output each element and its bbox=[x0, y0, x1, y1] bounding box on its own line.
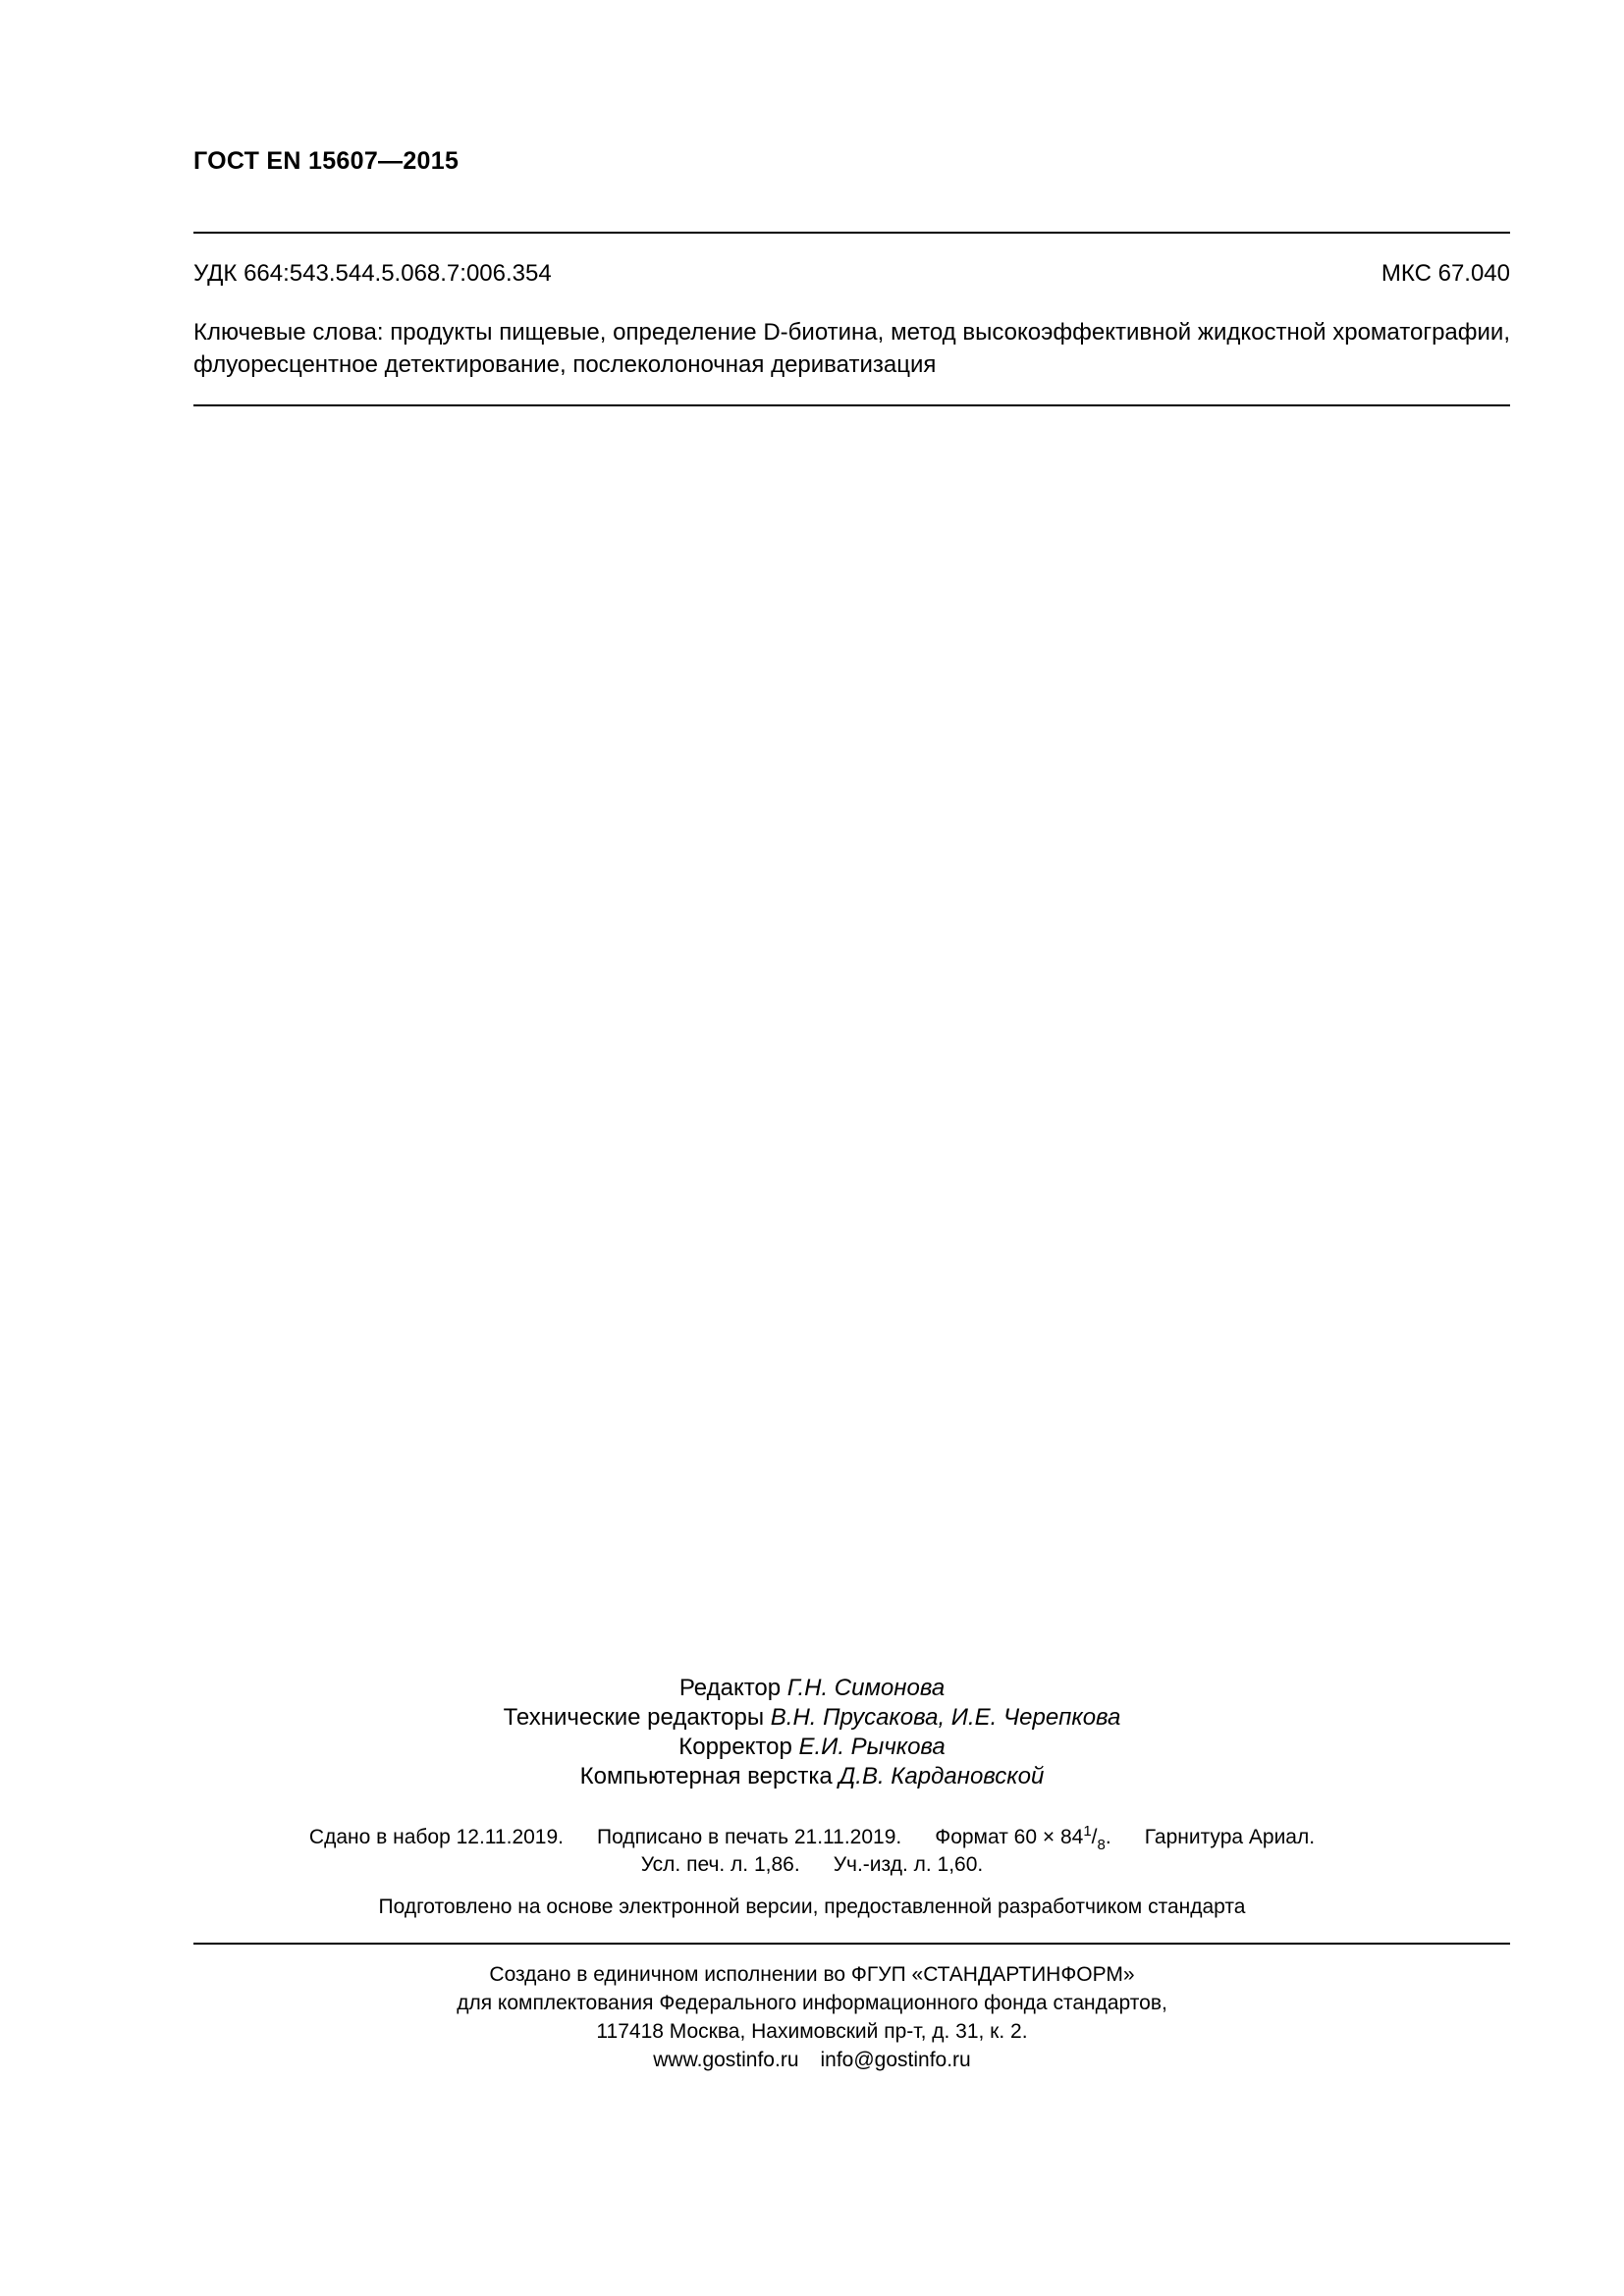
publisher-block bbox=[0, 1960, 1624, 2074]
proofreader-name: Е.И. Рычкова bbox=[798, 1734, 946, 1760]
layout-line bbox=[0, 1762, 1624, 1791]
print-sheets: Усл. печ. л. 1,86. bbox=[640, 1853, 800, 1876]
proofreader-role: Корректор bbox=[678, 1734, 799, 1760]
credits-block bbox=[0, 1674, 1624, 1791]
proofreader-line bbox=[0, 1733, 1624, 1762]
paper-format: Формат $60 \times 84^1/_8$. bbox=[935, 1823, 1111, 1853]
publisher-address: 117418 Москва, Нахимовский пр-т, д. 31, к. 2. bbox=[596, 2020, 1028, 2043]
imprint-line-1 bbox=[0, 1824, 1624, 1851]
imprint-line-2 bbox=[0, 1851, 1624, 1879]
editor-name: Г.Н. Симонова bbox=[786, 1675, 946, 1701]
ics-code: МКС 67.040 bbox=[1380, 260, 1510, 287]
udc-code: УДК 664:543.544.5.068.7:006.354 bbox=[193, 260, 552, 287]
tech-editors-line bbox=[0, 1703, 1624, 1733]
publisher-contacts bbox=[0, 2046, 1624, 2074]
publishing-sheets: Уч.-изд. л. 1,60. bbox=[833, 1853, 984, 1876]
keywords: Ключевые слова: продукты пищевые, определение D-биотина, метод высокоэффективной жидкостной хроматографии, флуоресцентное детектирование, послеколоночная дериватизация bbox=[193, 319, 1510, 378]
typeface: Гарнитура Ариал. bbox=[1144, 1826, 1316, 1848]
website-link[interactable]: www.gostinfo.ru bbox=[653, 2049, 799, 2071]
publisher-line-1: Создано в единичном исполнении во ФГУП «СТАНДАРТИНФОРМ» bbox=[489, 1963, 1135, 1986]
top-divider bbox=[193, 232, 1510, 234]
tech-editors-names: В.Н. Прусакова, И.Е. Черепкова bbox=[770, 1704, 1121, 1731]
signed-date: Подписано в печать 21.11.2019. bbox=[597, 1826, 902, 1848]
tech-editors-role: Технические редакторы bbox=[503, 1704, 771, 1731]
keywords-divider bbox=[193, 404, 1510, 406]
publisher-line-2: для комплектования Федерального информационного фонда стандартов, bbox=[457, 1992, 1167, 2014]
typeset-date: Сдано в набор 12.11.2019. bbox=[308, 1826, 564, 1848]
imprint-block bbox=[0, 1824, 1624, 1879]
prepared-note: Подготовлено на основе электронной версии, предоставленной разработчиком стандарта bbox=[378, 1896, 1246, 1918]
editor-role: Редактор bbox=[678, 1675, 787, 1701]
bottom-divider bbox=[193, 1943, 1510, 1945]
editor-line bbox=[0, 1674, 1624, 1703]
layout-role: Компьютерная верстка bbox=[579, 1763, 839, 1789]
layout-name: Д.В. Кардановской bbox=[839, 1763, 1045, 1789]
email-link[interactable]: info@gostinfo.ru bbox=[820, 2049, 971, 2071]
document-code: ГОСТ EN 15607—2015 bbox=[193, 147, 460, 175]
